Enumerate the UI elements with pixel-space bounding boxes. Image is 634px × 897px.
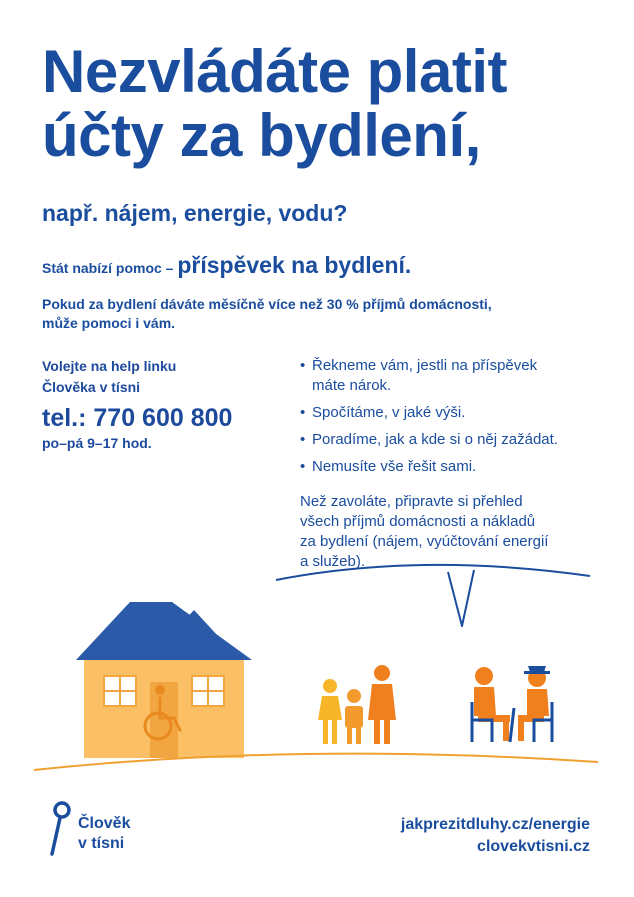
- subhead: např. nájem, energie, vodu?: [42, 200, 348, 226]
- contact-line2: Člověka v tísni: [42, 379, 141, 395]
- elderly-couple-icon: [472, 666, 552, 742]
- house-icon: [76, 602, 252, 758]
- list-item: [300, 356, 600, 396]
- list-item: [300, 403, 600, 423]
- eligibility-line1: Pokud za bydlení dáváte měsíčně více než 30 % příjmů domácnosti,: [42, 296, 492, 312]
- bullet-1-line1: • Řekneme vám, jestli na příspěvek: [312, 357, 538, 374]
- offer-line: [42, 252, 411, 279]
- brand-name: [78, 814, 130, 854]
- list-item: [300, 457, 600, 477]
- footer-links: [401, 814, 590, 858]
- offer-highlight: příspěvek na bydlení: [177, 252, 405, 278]
- brand-line1: Člověk: [78, 815, 131, 832]
- eligibility-text: [42, 295, 602, 333]
- eligibility-line2: může pomoci i vám.: [42, 315, 176, 331]
- link-energie[interactable]: jakprezitdluhy.cz/energie: [400, 816, 590, 833]
- bullet-2-line1: • Spočítáme, v jaké výši.: [312, 404, 466, 421]
- headline: [42, 40, 622, 168]
- prep-line1: Než zavoláte, připravte si přehled: [300, 493, 523, 510]
- services-list: [300, 356, 600, 484]
- contact-line1: Volejte na help linku: [42, 358, 177, 374]
- headline-line2: účty za bydlení,: [42, 102, 481, 169]
- family-icon: [318, 665, 396, 744]
- offer-lead: Stát nabízí pomoc –: [42, 260, 178, 276]
- contact-block: [42, 356, 282, 451]
- headline-line1: Nezvládáte platit: [42, 38, 507, 105]
- bullet-3-line1: • Poradíme, jak a kde si o něj zažádat.: [312, 431, 558, 448]
- prep-line4: a služeb).: [300, 553, 366, 570]
- phone-number[interactable]: tel.: 770 600 800: [42, 404, 233, 432]
- illustration: [0, 560, 634, 780]
- opening-hours: po–pá 9–17 hod.: [42, 435, 152, 451]
- list-item: [300, 430, 600, 450]
- link-clovekvtisni[interactable]: clovekvtisni.cz: [477, 838, 590, 855]
- bullet-4-line1: • Nemusíte vše řešit sami.: [312, 458, 477, 475]
- bullet-1-line2: máte nárok.: [312, 377, 392, 394]
- clovek-v-tisni-logo-icon: [46, 800, 74, 860]
- prep-line3: za bydlení (nájem, vyúčtování energií: [300, 533, 549, 550]
- speech-bubble-icon: [276, 565, 590, 580]
- offer-end: .: [404, 252, 412, 278]
- brand-line2: v tísni: [78, 835, 125, 852]
- prep-line2: všech příjmů domácnosti a nákladů: [300, 513, 536, 530]
